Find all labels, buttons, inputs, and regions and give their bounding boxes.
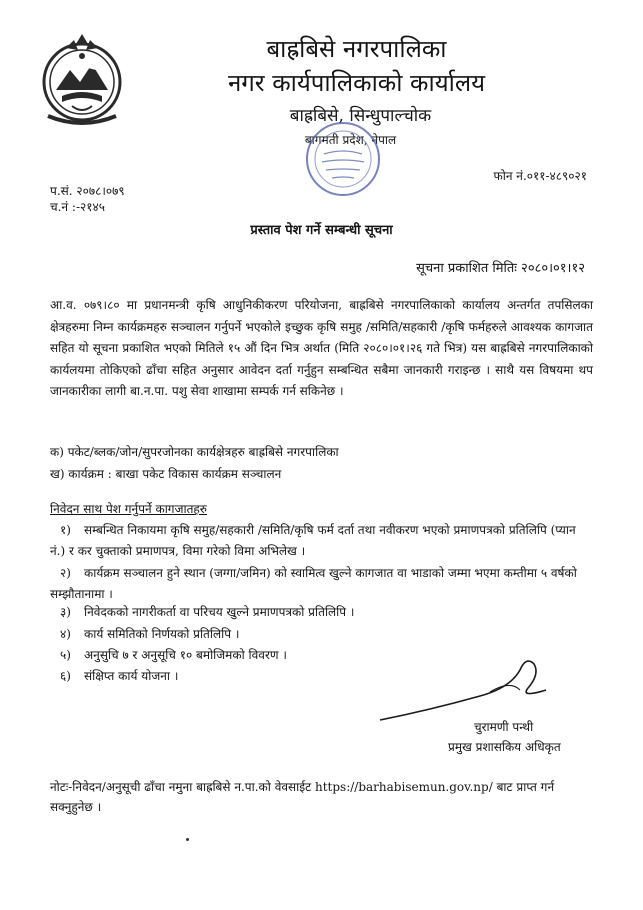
program-name: ख) कार्यक्रम : बाखा पकेट विकास कार्यक्रम सञ्चालन [50, 467, 282, 481]
office-province: बागमती प्रदेश, नेपाल [304, 133, 397, 147]
publication-date: सूचना प्रकाशित मितिः २०८०।०१।१२ [416, 261, 585, 276]
required-documents-heading: निवेदन साथ पेश गर्नुपर्ने कागजातहरु [50, 502, 207, 516]
notice-subject: प्रस्ताव पेश गर्ने सम्बन्धी सूचना [250, 223, 393, 238]
document-item-text: सम्बन्धित निकायमा कृषि समुह/सहकारी /समिति/कृषि फर्म दर्ता तथा नवीकरण भएको प्रमाणपत्रको प्रतिलिपि (प्यान नं.) र कर चुक्ताको प्रमाणपत्र, विमा गरेको विमा अभिलेख । [50, 523, 576, 558]
document-item-number: ३) [60, 605, 71, 619]
document-item-number: ४) [60, 627, 71, 641]
document-item-number: ६) [60, 669, 71, 683]
document-item-text: निवेदकको नागरीकर्ता वा परिचय खुल्ने प्रमाणपत्रको प्रतिलिपि । [84, 605, 355, 619]
document-item-text: अनुसुचि ७ र अनुसूचि १० बमोजिमको विवरण । [84, 648, 287, 662]
letter-ps-number: प.सं. २०७८।०७९ [50, 184, 125, 198]
document-item-number: ५) [60, 648, 71, 662]
footer-note: नोटः-निवेदन/अनुसूची ढाँचा नमुना बाह्रबिसे न.पा.को वेवसाईट https://barhabisemun.gov.np/ बाट प्राप्त गर्न सक्नुहुनेछ । [50, 780, 555, 814]
office-phone: फोन नं.०११-४८९०२१ [493, 169, 587, 183]
office-location: बाह्रबिसे, सिन्धुपाल्चोक [289, 106, 432, 126]
scan-speck [186, 838, 189, 841]
signatory-name: चुरामणी पन्थी [474, 720, 534, 734]
document-item-number: २) [60, 566, 71, 580]
document-item-text: कार्य समितिको निर्णयको प्रतिलिपि । [84, 627, 240, 641]
document-item-text: संक्षिप्त कार्य योजना । [84, 669, 179, 683]
program-area: क) पकेट/ब्लक/जोन/सुपरजोनका कार्यक्षेत्रहरु बाह्रबिसे नगरपालिका [50, 445, 339, 459]
municipality-name: बाह्रबिसे नगरपालिका [266, 35, 447, 63]
document-item-number: १) [60, 523, 71, 537]
signatory-title: प्रमुख प्रशासकिय अधिकृत [448, 740, 561, 754]
dispatch-number: च.नं :-२१४५ [50, 200, 105, 214]
document-item-text: कार्यक्रम सञ्चालन हुने स्थान (जग्गा/जमिन) को स्वामित्व खुल्ने कागजात वा भाडाको जम्मा भएमा कम्तीमा ५ वर्षको सम्झौतानामा । [50, 566, 577, 601]
document-item [50, 520, 593, 562]
signature-icon [370, 640, 560, 730]
notice-body: आ.व. ०७९।८० मा प्रधानमन्त्री कृषि आधुनिकीकरण परियोजना, बाह्रबिसे नगरपालिकाको कार्यालय अन्तर्गत तपसिलका क्षेत्रहरुमा निम्न कार्यक्रमहरु सञ्चालन गर्नुपर्ने भएकोले इच्छुक कृषि समुह /समिति/सहकारी /कृषि फर्महरुले आवश्यक कागजात सहित यो सूचना प्रकाशित भएको मितिले १५ औं दिन भित्र अर्थात (मिति २०८०।०१।२६ गते भित्र) यस बाह्रबिसे नगरपालिकाको कार्यलयमा तोकिएको ढाँचा सहित अनुसार आवेदन दर्ता गर्नुहुन सम्बन्धित सबैमा जानकारी गराइन्छ । साथै यस विषयमा थप जानकारीका लागी बा.न.पा. पशु सेवा शाखामा सम्पर्क गर्न सकिनेछ । [50, 298, 593, 398]
office-name: नगर कार्यपालिकाको कार्यालय [227, 69, 486, 97]
document-item [50, 602, 593, 623]
document-item [50, 563, 593, 605]
office-stamp-icon [302, 118, 384, 200]
